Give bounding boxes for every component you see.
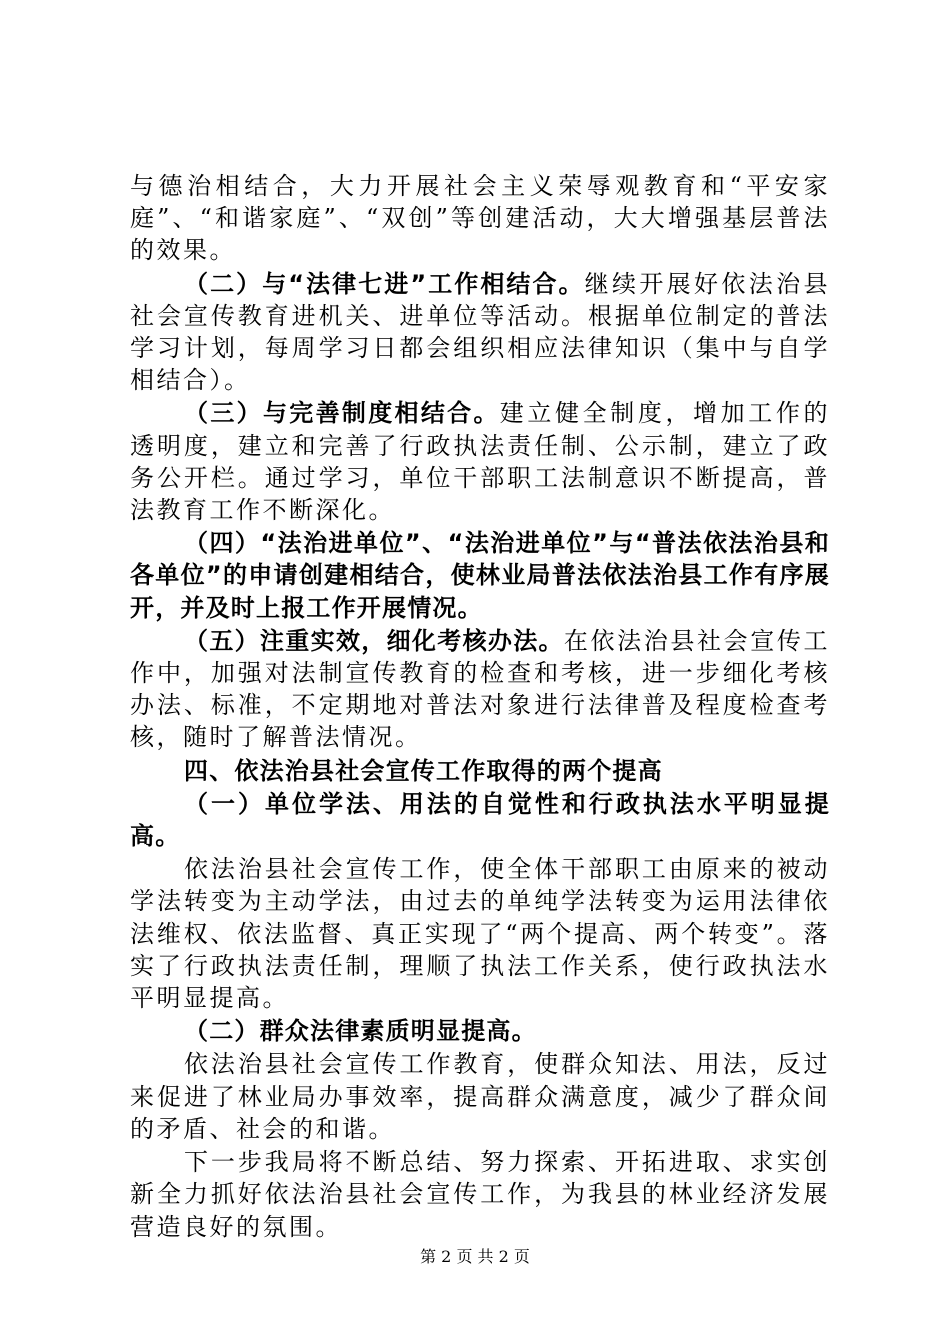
paragraph-heading: （二）群众法律素质明显提高。 — [184, 1017, 537, 1046]
paragraph-text: 下一步我局将不断总结、努力探索、开拓进取、求实创新全力抓好依法治县社会宣传工作，为我县的林业经济发展营造良好的氛围。 — [130, 1148, 830, 1241]
paragraph-text: 继续开展好依法治县社会宣传教育进机关、进单位等活动。根据单位制定的普法学习计划，每周学习日都会组织相应法律知识（集中与自学相结合）。 — [130, 269, 831, 395]
section-heading — [130, 755, 830, 787]
paragraph-text: 依法治县社会宣传工作，使全体干部职工由原来的被动学法转变为主动学法，由过去的单纯学法转变为运用法律依法维权、依法监督、真正实现了“两个提高、两个转变”。落实了行政执法责任制，理顺了执法工作关系，使行政执法水平明显提高。 — [130, 855, 830, 1013]
paragraph-4 — [130, 527, 830, 624]
paragraph-5 — [130, 625, 830, 754]
paragraph-10 — [130, 1048, 830, 1145]
paragraph-7 — [130, 788, 830, 852]
paragraph-heading: （一）单位学法、用法的自觉性和行政执法水平明显提高。 — [130, 789, 830, 851]
paragraph-heading: （三）与完善制度相结合。 — [184, 399, 500, 428]
paragraph-heading: （二）与“法律七进”工作相结合。 — [184, 269, 585, 298]
paragraph-9 — [130, 1015, 830, 1047]
section-heading-text: 四、依法治县社会宣传工作取得的两个提高 — [184, 756, 663, 785]
paragraph-text: 依法治县社会宣传工作教育，使群众知法、用法，反过来促进了林业局办事效率，提高群众满意度，减少了群众间的矛盾、社会的和谐。 — [130, 1050, 830, 1143]
paragraph-2 — [130, 268, 830, 397]
paragraph-8 — [130, 853, 830, 1014]
paragraph-text: 在依法治县社会宣传工作中，加强对法制宣传教育的检查和考核，进一步细化考核办法、标准，不定期地对普法对象进行法律普及程度检查考核，随时了解普法情况。 — [130, 626, 830, 752]
paragraph-11 — [130, 1146, 830, 1243]
paragraph-text: 与德治相结合，大力开展社会主义荣辱观教育和“平安家庭”、“和谐家庭”、“双创”等创建活动，大大增强基层普法的效果。 — [130, 172, 830, 265]
paragraph-heading: （四）“法治进单位”、“法治进单位”与“普法依法治县和各单位”的申请创建相结合，使林业局普法依法治县工作有序展开，并及时上报工作开展情况。 — [130, 529, 830, 622]
paragraph-1 — [130, 170, 830, 267]
paragraph-text: 建立健全制度，增加工作的透明度，建立和完善了行政执法责任制、公示制，建立了政务公开栏。通过学习，单位干部职工法制意识不断提高，普法教育工作不断深化。 — [130, 399, 831, 525]
paragraph-heading: （五）注重实效，细化考核办法。 — [184, 626, 564, 655]
document-body — [130, 170, 830, 1244]
page-footer: 第 2 页 共 2 页 — [420, 1247, 530, 1266]
paragraph-3 — [130, 397, 830, 526]
